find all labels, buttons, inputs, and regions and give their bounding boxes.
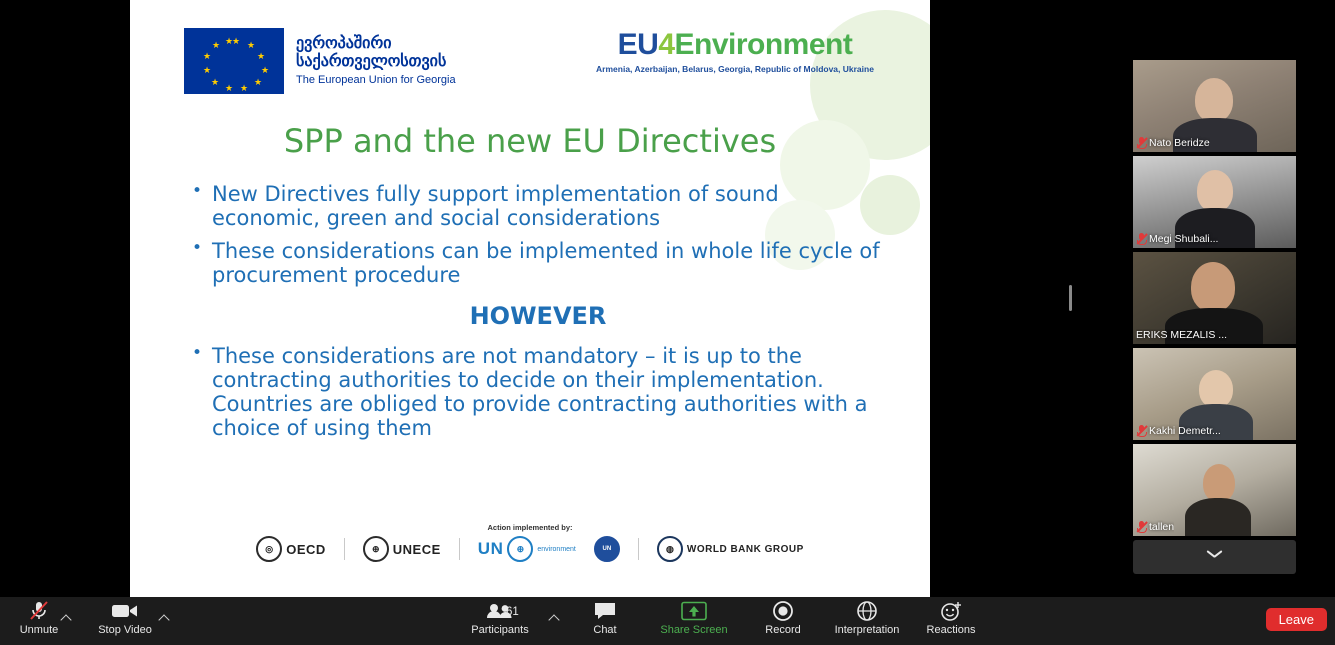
eu-georgia-text	[296, 35, 456, 86]
unece-logo	[363, 536, 441, 562]
world-bank-icon: ◍	[657, 536, 683, 562]
world-bank-label: WORLD BANK GROUP	[686, 543, 804, 555]
participant-tile[interactable]	[1133, 156, 1296, 248]
slide-partner-logos	[130, 536, 930, 562]
world-bank-logo	[657, 536, 804, 562]
participants-options-caret[interactable]	[548, 613, 560, 625]
unido-icon: UN	[594, 536, 620, 562]
record-button[interactable]	[744, 600, 822, 644]
globe-icon	[828, 600, 906, 622]
presentation-slide	[130, 0, 930, 597]
participants-icon	[461, 600, 539, 622]
slide-footer-note: Action implemented by:	[487, 523, 573, 532]
eu4env-four: 4	[658, 28, 675, 61]
participants-label: Participants	[471, 624, 529, 636]
chevron-down-icon	[1207, 553, 1222, 562]
interpretation-button[interactable]	[828, 600, 906, 644]
video-options-caret[interactable]	[158, 613, 170, 625]
unece-label: UNECE	[392, 541, 441, 557]
participant-filmstrip[interactable]	[1133, 0, 1335, 597]
un-label: UN	[477, 539, 504, 558]
unmute-label: Unmute	[19, 624, 59, 636]
participant-name-label: tallen	[1136, 520, 1174, 533]
eu-georgia-logo	[184, 28, 456, 94]
slide-bullet: • These considerations are not mandatory – it is up to the contracting authorities to decide on their implementation. Countries are obliged to provide contracting authorities with a choice of using them	[188, 344, 888, 441]
un-environment-sub: environment	[537, 545, 576, 553]
filmstrip-scroll-down-button[interactable]	[1133, 540, 1296, 574]
mic-muted-icon	[1136, 520, 1146, 533]
reactions-label: Reactions	[926, 624, 976, 636]
video-camera-icon	[86, 600, 164, 622]
participant-tile[interactable]	[1133, 60, 1296, 152]
slide-bullet: • These considerations can be implemented in whole life cycle of procurement procedure	[188, 239, 888, 287]
meeting-toolbar	[0, 597, 1335, 645]
un-globe-icon: ⊕	[507, 536, 533, 562]
record-icon	[744, 600, 822, 622]
un-globe-icon: ⊕	[363, 536, 389, 562]
logo-divider	[344, 538, 345, 560]
eu4environment-logo	[585, 28, 885, 74]
slide-header	[130, 0, 930, 100]
eu4env-suffix: Environment	[674, 28, 853, 61]
slide-bullet: • New Directives fully support implementation of sound economic, green and social considerations	[188, 182, 888, 230]
mic-muted-icon	[1136, 232, 1146, 245]
stop-video-button[interactable]	[86, 600, 164, 644]
eu4env-countries: Armenia, Azerbaijan, Belarus, Georgia, Republic of Moldova, Ukraine	[596, 64, 874, 74]
eu4environment-wordmark	[585, 28, 885, 62]
participant-name-label: Nato Beridze	[1136, 136, 1210, 149]
eu-flag-icon: ★ ★ ★ ★ ★ ★ ★ ★ ★ ★ ★ ★	[184, 28, 284, 94]
participants-button[interactable]	[461, 600, 539, 644]
eu-georgia-ka-line2: საქართველოსთვის	[296, 53, 447, 71]
un-environment-logo	[478, 536, 576, 562]
participant-tile-active-speaker[interactable]	[1133, 252, 1296, 344]
record-label: Record	[765, 624, 801, 636]
participant-name-label: Megi Shubali...	[1136, 232, 1218, 245]
chat-label: Chat	[593, 624, 617, 636]
share-screen-icon	[655, 600, 733, 622]
leave-button[interactable]: Leave	[1266, 608, 1327, 631]
oecd-label: OECD	[286, 541, 326, 557]
logo-divider	[638, 538, 639, 560]
panel-splitter-handle[interactable]	[1069, 285, 1072, 311]
eu-georgia-ka-line1: ევროპაშირი	[296, 35, 392, 53]
participants-count: 61	[506, 606, 519, 618]
reactions-button[interactable]	[912, 600, 990, 644]
slide-title: SPP and the new EU Directives	[283, 122, 777, 160]
chat-button[interactable]	[566, 600, 644, 644]
oecd-icon: ◎	[256, 536, 282, 562]
chat-icon	[566, 600, 644, 622]
participant-name-label: ERIKS MEZALIS ...	[1136, 329, 1228, 341]
eu4env-prefix: EU	[617, 28, 659, 61]
audio-options-caret[interactable]	[60, 613, 72, 625]
oecd-logo	[256, 536, 326, 562]
slide-emphasis: HOWEVER	[469, 301, 607, 330]
participant-tile[interactable]	[1133, 348, 1296, 440]
unido-logo	[594, 536, 620, 562]
participant-tile[interactable]	[1133, 444, 1296, 536]
stop-video-label: Stop Video	[98, 624, 152, 636]
participant-name-label: Kakhi Demetr...	[1136, 424, 1221, 437]
share-screen-button[interactable]	[655, 600, 733, 644]
reactions-icon	[912, 600, 990, 622]
interpretation-label: Interpretation	[834, 624, 900, 636]
slide-body	[188, 182, 888, 449]
eu-georgia-en-line: The European Union for Georgia	[296, 74, 456, 87]
mic-muted-icon	[1136, 136, 1146, 149]
mic-muted-icon	[1136, 424, 1146, 437]
logo-divider	[459, 538, 460, 560]
share-screen-label: Share Screen	[660, 624, 728, 636]
